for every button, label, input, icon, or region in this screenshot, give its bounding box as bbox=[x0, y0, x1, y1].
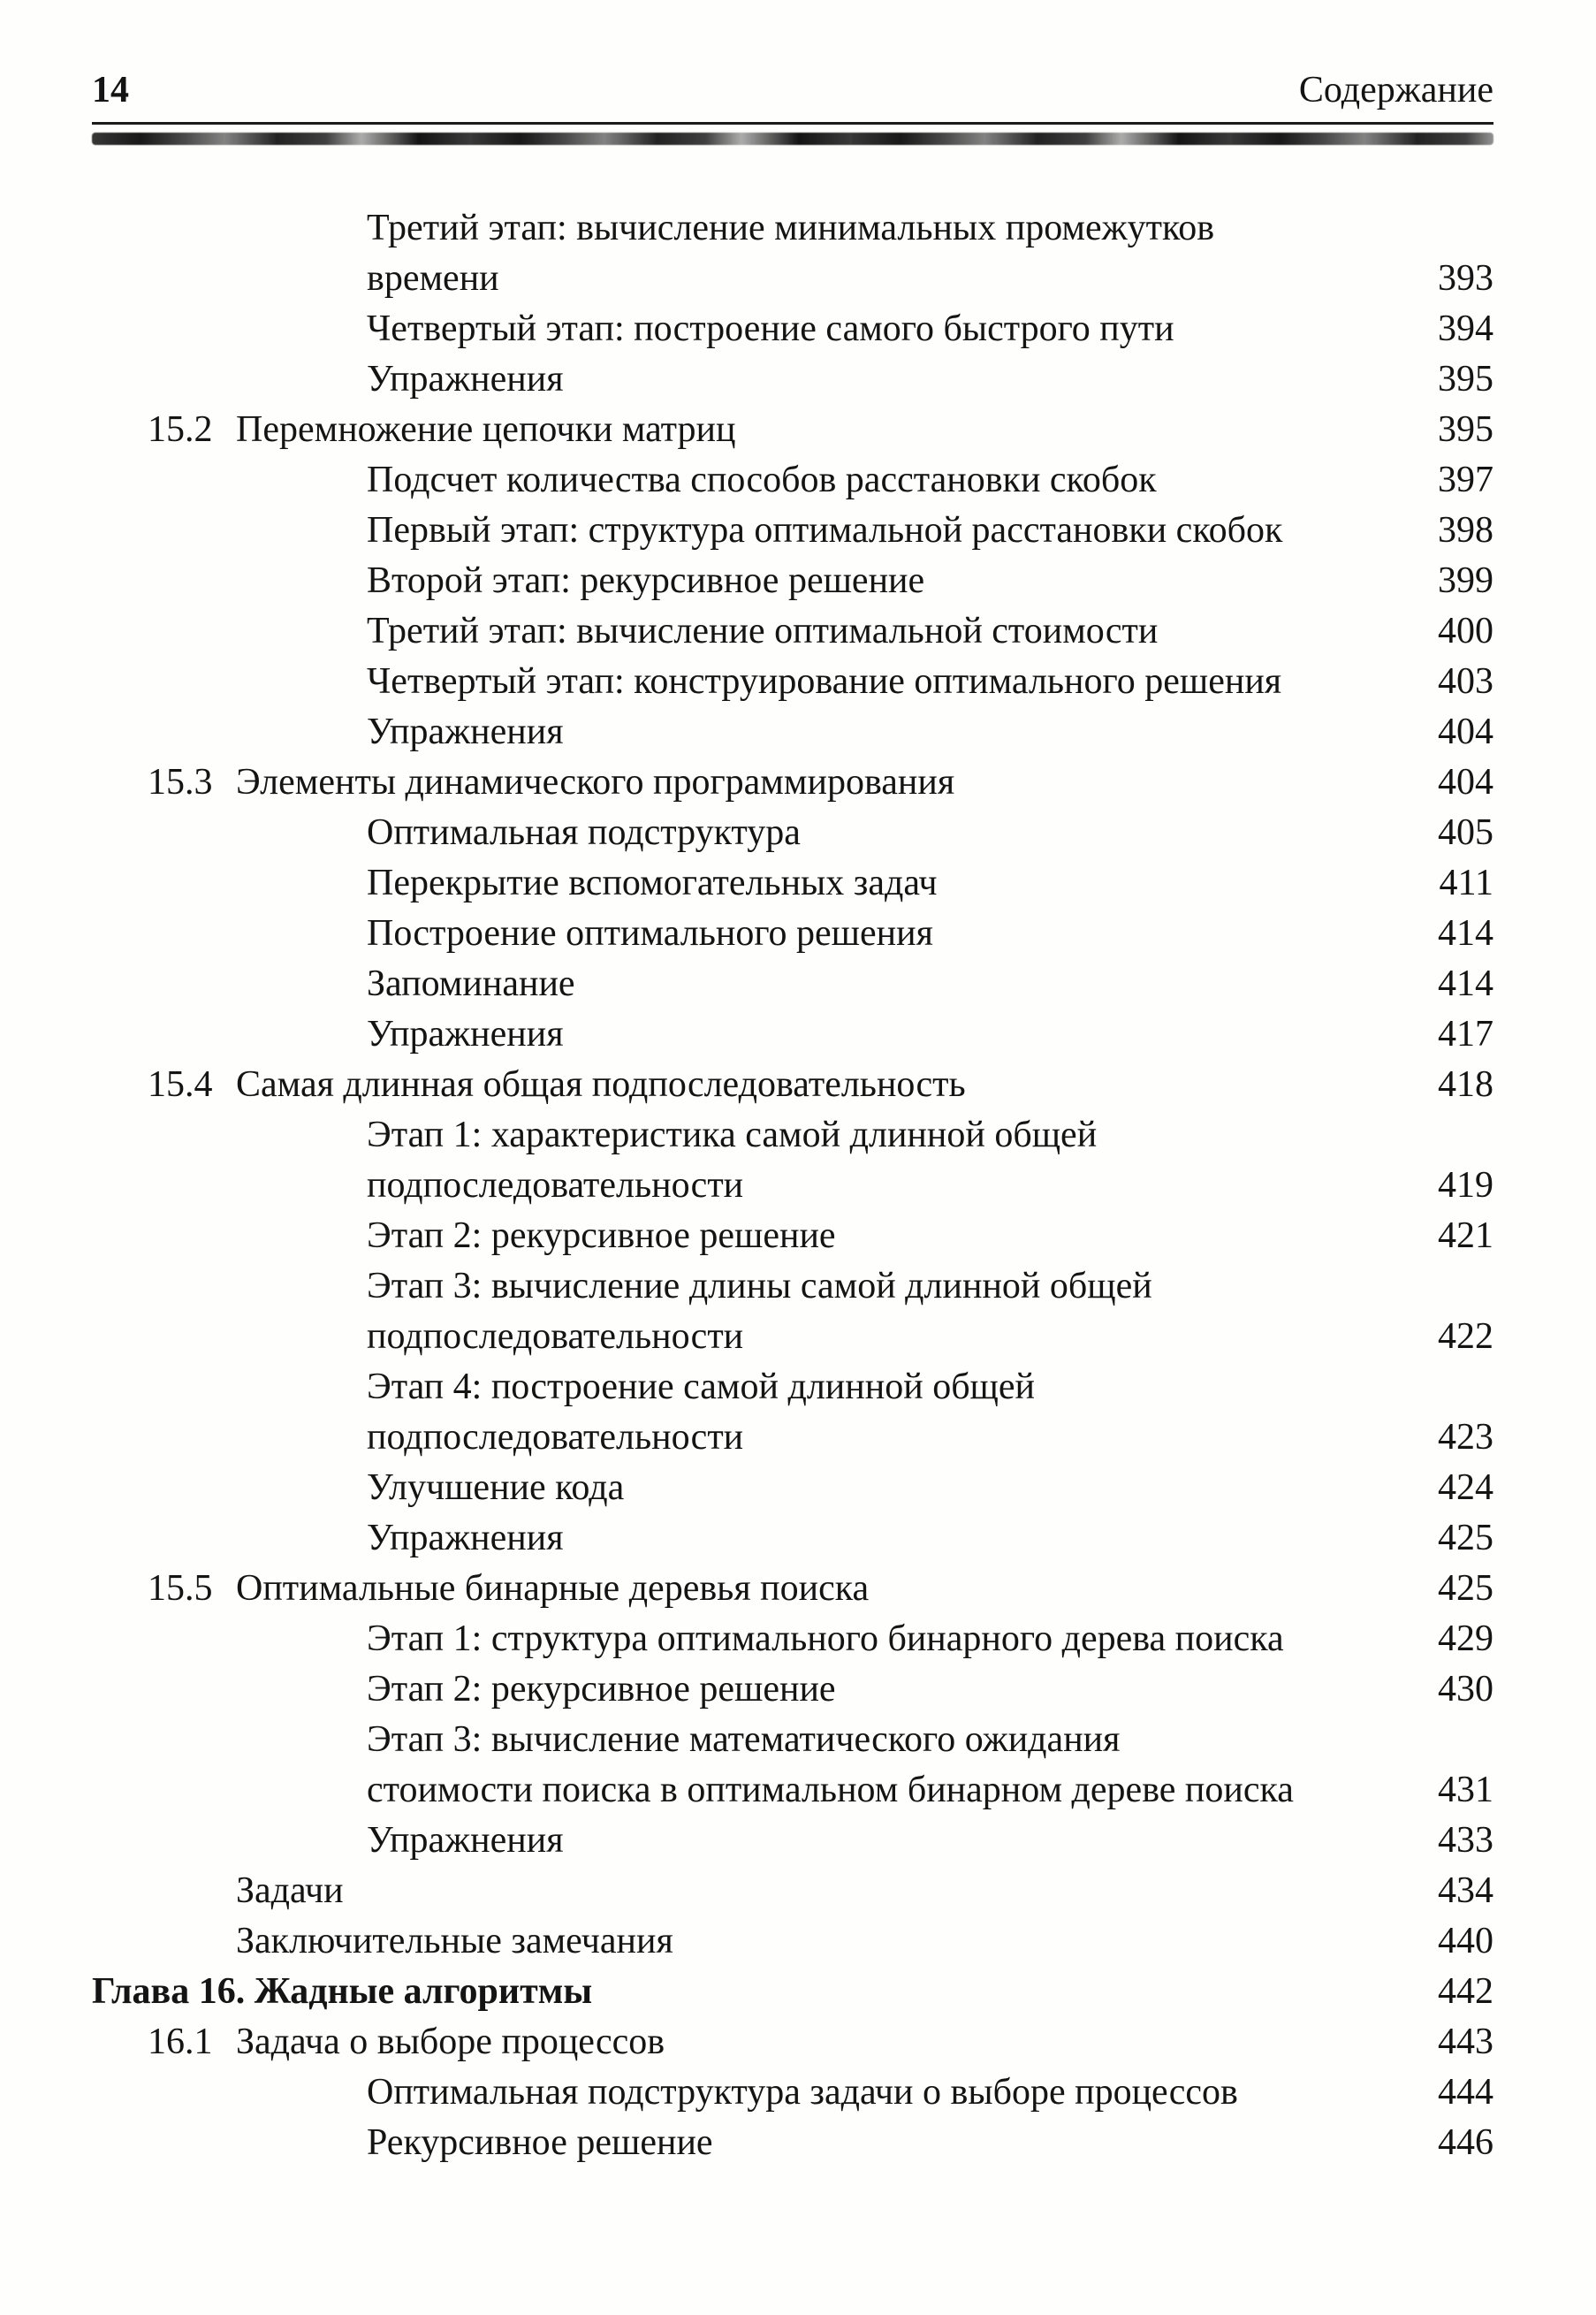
toc-entry bbox=[92, 2017, 1493, 2068]
toc-line bbox=[148, 1060, 1412, 1110]
section-number: 15.2 bbox=[148, 409, 213, 450]
toc-entry bbox=[92, 858, 1493, 909]
toc-line: Этап 1: структура оптимального бинарного дерева поиска bbox=[367, 1618, 1284, 1659]
toc-entry-page: 405 bbox=[1438, 812, 1493, 853]
toc-entry-text bbox=[92, 858, 1412, 909]
toc-entry-text bbox=[92, 1715, 1412, 1816]
toc-entry-page: 404 bbox=[1438, 712, 1493, 752]
toc-line: Четвертый этап: построение самого быстрого пути bbox=[367, 308, 1174, 349]
toc-entry bbox=[92, 1009, 1493, 1060]
toc-entry bbox=[92, 455, 1493, 506]
toc-entry bbox=[92, 909, 1493, 959]
section-number: 15.3 bbox=[148, 762, 213, 803]
section-number: 15.4 bbox=[148, 1064, 213, 1105]
toc-line: Упражнения bbox=[367, 1014, 564, 1055]
toc-entry-page: 434 bbox=[1438, 1870, 1493, 1911]
toc-entry-page: 440 bbox=[1438, 1921, 1493, 1961]
toc-entry bbox=[92, 657, 1493, 707]
toc-entry bbox=[92, 1362, 1493, 1463]
toc-entry bbox=[92, 203, 1493, 304]
toc-entry-text bbox=[92, 808, 1412, 858]
toc-entry bbox=[92, 2118, 1493, 2168]
toc-line: Упражнения bbox=[367, 712, 564, 752]
toc-entry bbox=[92, 1866, 1493, 1916]
toc-line: стоимости поиска в оптимальном бинарном дереве поиска bbox=[367, 1770, 1294, 1810]
toc-line bbox=[148, 405, 1412, 455]
toc-entry-text bbox=[92, 1261, 1412, 1362]
toc-entry-text bbox=[92, 455, 1412, 506]
toc-entry-page: 403 bbox=[1438, 661, 1493, 702]
toc-entry bbox=[92, 1211, 1493, 1261]
toc-entry-text bbox=[92, 2068, 1412, 2118]
toc-entry bbox=[92, 405, 1493, 455]
toc-entry bbox=[92, 1614, 1493, 1664]
toc-entry bbox=[92, 606, 1493, 657]
toc-entry-page: 425 bbox=[1438, 1568, 1493, 1609]
toc-entry-text bbox=[92, 1564, 1412, 1614]
toc-line: Задачи bbox=[236, 1870, 344, 1911]
toc-entry-page: 444 bbox=[1438, 2072, 1493, 2113]
toc-entry-text bbox=[92, 304, 1412, 354]
toc-entry-page: 400 bbox=[1438, 611, 1493, 651]
toc-entry-text bbox=[92, 506, 1412, 556]
toc-line bbox=[148, 2017, 1412, 2068]
section-title: Самая длинная общая подпоследовательность bbox=[236, 1064, 966, 1105]
toc-entry-text bbox=[92, 405, 1412, 455]
toc-entry bbox=[92, 2068, 1493, 2118]
toc-entry bbox=[92, 1261, 1493, 1362]
toc-line: Этап 1: характеристика самой длинной общей bbox=[367, 1115, 1098, 1155]
toc-entry-page: 433 bbox=[1438, 1820, 1493, 1861]
toc-line bbox=[148, 1564, 1412, 1614]
toc-entry-page: 399 bbox=[1438, 560, 1493, 601]
section-title: Элементы динамического программирования bbox=[236, 762, 955, 803]
toc-line: подпоследовательности bbox=[367, 1417, 744, 1458]
toc-entry-page: 393 bbox=[1438, 258, 1493, 299]
toc-entry bbox=[92, 707, 1493, 758]
toc-entry bbox=[92, 354, 1493, 405]
toc-entry-page: 414 bbox=[1438, 913, 1493, 954]
toc-line: Этап 3: вычисление длины самой длинной общей bbox=[367, 1266, 1152, 1306]
toc-entry-text bbox=[92, 1664, 1412, 1715]
toc-entry-page: 421 bbox=[1438, 1215, 1493, 1256]
toc-entry-page: 422 bbox=[1438, 1316, 1493, 1357]
toc-line: Упражнения bbox=[367, 1518, 564, 1558]
toc-line: Перекрытие вспомогательных задач bbox=[367, 863, 938, 903]
toc-entry-page: 398 bbox=[1438, 510, 1493, 551]
toc-entry-page: 425 bbox=[1438, 1518, 1493, 1558]
toc-entry-text bbox=[92, 1009, 1412, 1060]
toc-entry bbox=[92, 1715, 1493, 1816]
toc-entry-page: 411 bbox=[1439, 863, 1493, 903]
toc-line: Подсчет количества способов расстановки скобок bbox=[367, 460, 1157, 500]
toc-entry bbox=[92, 556, 1493, 606]
toc-entry bbox=[92, 1110, 1493, 1211]
toc-entry-page: 446 bbox=[1438, 2122, 1493, 2163]
toc-entry bbox=[92, 758, 1493, 808]
toc-line: Четвертый этап: конструирование оптимального решения bbox=[367, 661, 1282, 702]
toc-entry bbox=[92, 1664, 1493, 1715]
toc-line: времени bbox=[367, 258, 499, 299]
header-rule-smudge bbox=[92, 133, 1493, 145]
toc-entry bbox=[92, 1967, 1493, 2017]
toc-entry-page: 423 bbox=[1438, 1417, 1493, 1458]
toc-entry-text bbox=[92, 1614, 1412, 1664]
toc-entry-page: 418 bbox=[1438, 1064, 1493, 1105]
toc-entry-page: 443 bbox=[1438, 2022, 1493, 2062]
toc-entry-text bbox=[92, 1362, 1412, 1463]
toc-line: Второй этап: рекурсивное решение bbox=[367, 560, 925, 601]
toc-entry bbox=[92, 1564, 1493, 1614]
toc-line: Запоминание bbox=[367, 963, 575, 1004]
toc-entry-page: 395 bbox=[1438, 359, 1493, 400]
toc-line: Первый этап: структура оптимальной расстановки скобок bbox=[367, 510, 1283, 551]
toc-line: Рекурсивное решение bbox=[367, 2122, 713, 2163]
toc-entry-text bbox=[92, 1816, 1412, 1866]
toc-entry-text bbox=[92, 959, 1412, 1009]
toc-line: подпоследовательности bbox=[367, 1316, 744, 1357]
section-title: Оптимальные бинарные деревья поиска bbox=[236, 1568, 870, 1609]
toc-entry-text bbox=[92, 354, 1412, 405]
toc-line: Этап 2: рекурсивное решение bbox=[367, 1215, 836, 1256]
header-title: Содержание bbox=[1298, 70, 1493, 110]
toc-entry-text bbox=[92, 1967, 1412, 2017]
page-header bbox=[92, 69, 1493, 111]
toc-entry-text bbox=[92, 1211, 1412, 1261]
toc-entry-text bbox=[92, 1463, 1412, 1513]
section-number: 16.1 bbox=[148, 2022, 213, 2062]
toc-entry-text bbox=[92, 909, 1412, 959]
toc-line: Заключительные замечания bbox=[236, 1921, 673, 1961]
toc-entry-page: 424 bbox=[1438, 1467, 1493, 1508]
toc-entry bbox=[92, 506, 1493, 556]
toc-entry bbox=[92, 959, 1493, 1009]
toc-line: Глава 16. Жадные алгоритмы bbox=[92, 1971, 593, 2012]
toc-entry-page: 414 bbox=[1438, 963, 1493, 1004]
toc-entry bbox=[92, 1816, 1493, 1866]
toc-entry bbox=[92, 1060, 1493, 1110]
toc-line: Третий этап: вычисление оптимальной стоимости bbox=[367, 611, 1159, 651]
toc-line: Третий этап: вычисление минимальных промежутков bbox=[367, 208, 1215, 248]
toc-entry-text bbox=[92, 707, 1412, 758]
toc-entry-page: 394 bbox=[1438, 308, 1493, 349]
toc-entry-text bbox=[92, 1513, 1412, 1564]
toc-line: Упражнения bbox=[367, 1820, 564, 1861]
toc-list bbox=[92, 203, 1493, 2168]
toc-line: Оптимальная подструктура задачи о выборе процессов bbox=[367, 2072, 1238, 2113]
toc-line: Этап 4: построение самой длинной общей bbox=[367, 1367, 1036, 1407]
toc-entry bbox=[92, 304, 1493, 354]
toc-entry-text bbox=[92, 1916, 1412, 1967]
toc-entry-page: 429 bbox=[1438, 1618, 1493, 1659]
toc-entry bbox=[92, 1916, 1493, 1967]
toc-entry-text bbox=[92, 556, 1412, 606]
toc-entry-text bbox=[92, 1060, 1412, 1110]
section-number: 15.5 bbox=[148, 1568, 213, 1609]
page-number: 14 bbox=[92, 70, 129, 110]
toc-entry-page: 404 bbox=[1438, 762, 1493, 803]
section-title: Задача о выборе процессов bbox=[236, 2022, 665, 2062]
toc-line: Этап 2: рекурсивное решение bbox=[367, 1669, 836, 1710]
toc-entry-page: 442 bbox=[1438, 1971, 1493, 2012]
toc-entry-text bbox=[92, 2118, 1412, 2168]
toc-entry bbox=[92, 1463, 1493, 1513]
toc-line: Этап 3: вычисление математического ожидания bbox=[367, 1719, 1121, 1760]
toc-line: подпоследовательности bbox=[367, 1165, 744, 1206]
toc-line: Построение оптимального решения bbox=[367, 913, 933, 954]
toc-line bbox=[148, 758, 1412, 808]
toc-entry-text bbox=[92, 758, 1412, 808]
toc-entry-page: 417 bbox=[1438, 1014, 1493, 1055]
toc-entry-page: 397 bbox=[1438, 460, 1493, 500]
toc-entry-text bbox=[92, 1866, 1412, 1916]
toc-entry-page: 419 bbox=[1438, 1165, 1493, 1206]
toc-entry-page: 395 bbox=[1438, 409, 1493, 450]
toc-line: Улучшение кода bbox=[367, 1467, 625, 1508]
toc-entry-page: 430 bbox=[1438, 1669, 1493, 1710]
header-rule bbox=[92, 122, 1493, 125]
toc-entry-page: 431 bbox=[1438, 1770, 1493, 1810]
section-title: Перемножение цепочки матриц bbox=[236, 409, 736, 450]
toc-line: Упражнения bbox=[367, 359, 564, 400]
toc-entry-text bbox=[92, 2017, 1412, 2068]
toc-entry-text bbox=[92, 606, 1412, 657]
toc-entry-text bbox=[92, 203, 1412, 304]
toc-entry bbox=[92, 808, 1493, 858]
toc-line: Оптимальная подструктура bbox=[367, 812, 801, 853]
toc-entry-text bbox=[92, 657, 1412, 707]
toc-entry bbox=[92, 1513, 1493, 1564]
toc-entry-text bbox=[92, 1110, 1412, 1211]
